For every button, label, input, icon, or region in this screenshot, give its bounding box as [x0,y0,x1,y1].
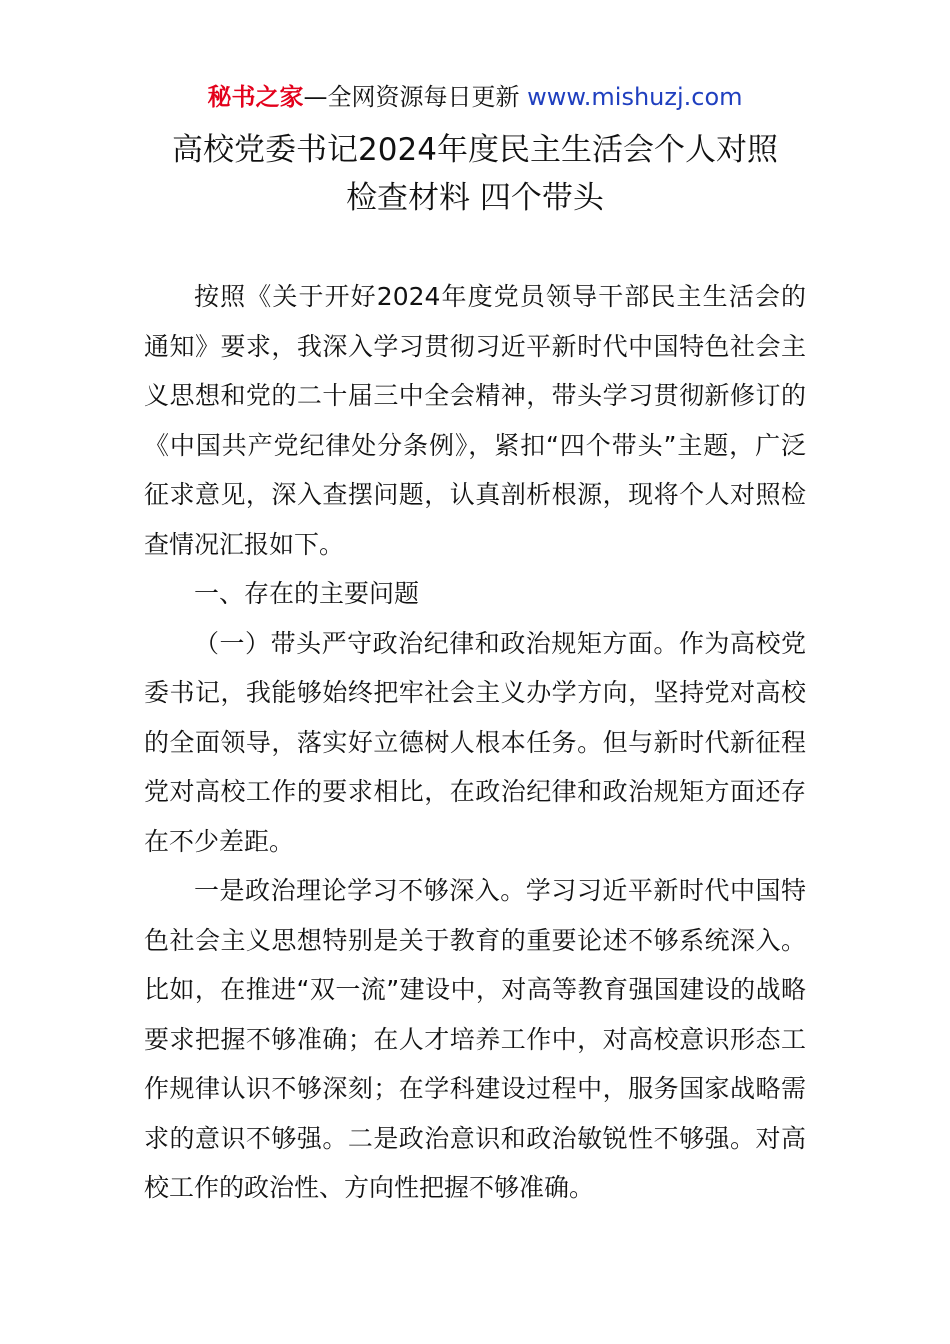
paragraph-issue-1: 一是政治理论学习不够深入。学习习近平新时代中国特色社会主义思想特别是关于教育的重要论述不够系统深入。比如，在推进“双一流”建设中，对高等教育强国建设的战略要求把握不够准确；在人才培养工作中，对高校意识形态工作规律认识不够深刻；在学科建设过程中，服务国家战略需求的意识不够强。二是政治意识和政治敏锐性不够强。对高校工作的政治性、方向性把握不够准确。 [144,876,806,1202]
site-header [0,80,950,114]
section-heading: 一、存在的主要问题 [194,579,420,608]
paragraph-intro: 按照《关于开好2024年度党员领导干部民主生活会的通知》要求，我深入学习贯彻习近平新时代中国特色社会主义思想和党的二十届三中全会精神，带头学习贯彻新修订的《中国共产党纪律处分条例》，紧扣“四个带头”主题，广泛征求意见，深入查摆问题，认真剖析根源，现将个人对照检查情况汇报如下。 [144,282,806,559]
document-body [144,272,806,1213]
paragraph-section-1: （一）带头严守政治纪律和政治规矩方面。作为高校党委书记，我能够始终把牢社会主义办学方向，坚持党对高校的全面领导，落实好立德树人根本任务。但与新时代新征程党对高校工作的要求相比，在政治纪律和政治规矩方面还存在不少差距。 [144,628,806,856]
header-tagline: —全网资源每日更新 [303,83,520,111]
title-line-2: 检查材料 四个带头 [346,180,604,216]
document-title [0,126,950,222]
title-line-1: 高校党委书记2024年度民主生活会个人对照 [172,132,778,168]
site-url-link[interactable]: www.mishuzj.com [527,83,743,111]
brand-name: 秘书之家 [207,83,304,111]
